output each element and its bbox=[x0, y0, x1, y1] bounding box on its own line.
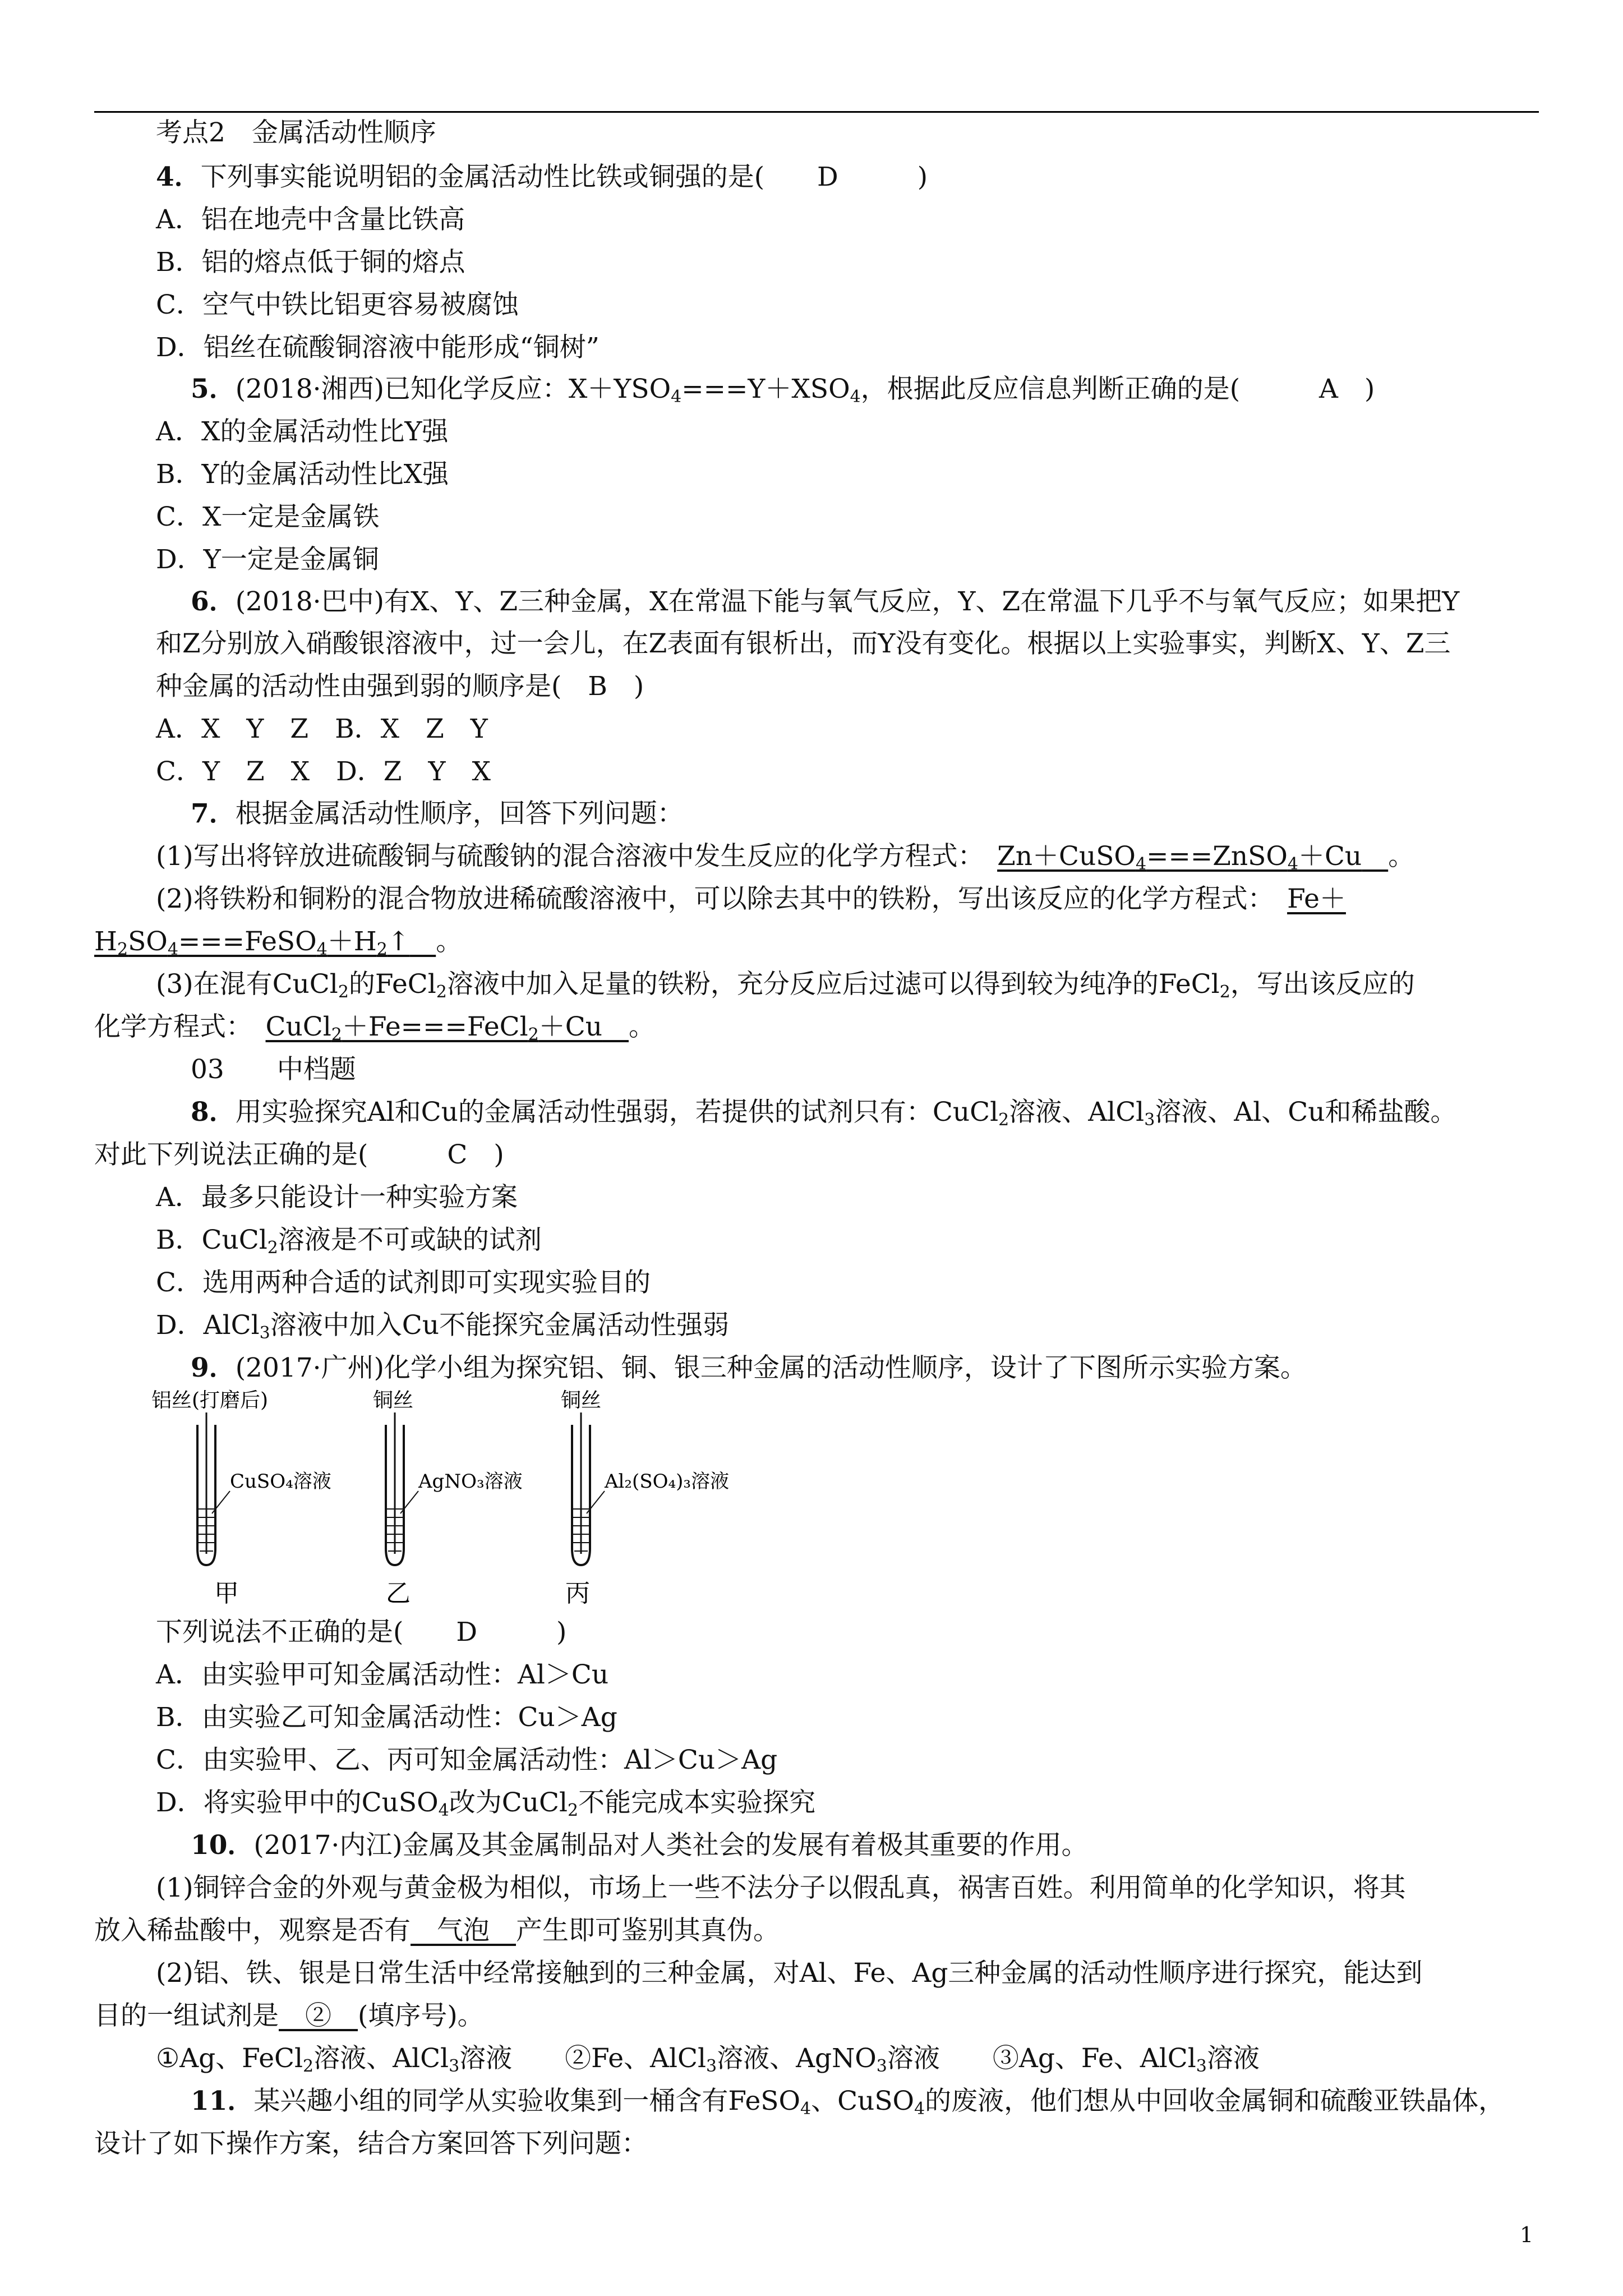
q7-part-1: (1)写出将锌放进硫酸铜与硫酸钠的混合溶液中发生反应的化学方程式： Zn＋CuSO$_4$===ZnSO$_4$＋Cu 。 bbox=[156, 841, 1415, 874]
q10-part-2-answer: ② bbox=[305, 2000, 331, 2031]
q11-line-1: 11．某兴趣小组的同学从实验收集到一桶含有FeSO$_4$、CuSO$_4$的废液，他们想从中回收金属铜和硫酸亚铁晶体， bbox=[191, 2086, 1505, 2119]
q9-figure bbox=[151, 1386, 768, 1604]
q4-stem: 4．下列事实能说明铝的金属活动性比铁或铜强的是( D ) bbox=[156, 162, 928, 192]
q4-option-b: B．铝的熔点低于铜的熔点 bbox=[156, 247, 465, 278]
q8-option-d: D．AlCl$_3$溶液中加入Cu不能探究金属活动性强弱 bbox=[156, 1310, 729, 1343]
q6-line-2: 和Z分别放入硝酸银溶液中，过一会儿，在Z表面有银析出，而Y没有变化。根据以上实验事实，判断X、Y、Z三 bbox=[156, 628, 1451, 659]
q7-part-2-answer-a: Fe＋ bbox=[1287, 884, 1346, 914]
q10-part-1-line-1: (1)铜锌合金的外观与黄金极为相似，市场上一些不法分子以假乱真，祸害百姓。利用简单的化学知识，将其 bbox=[156, 1872, 1406, 1903]
q7-part-1-answer: Zn＋CuSO$_4$===ZnSO$_4$＋Cu bbox=[997, 841, 1362, 874]
tube-jia bbox=[151, 1389, 331, 1604]
q5-option-d: D．Y一定是金属铜 bbox=[156, 544, 379, 575]
q6-answer: B bbox=[588, 671, 607, 702]
q5-answer: A bbox=[1319, 374, 1338, 404]
q5-option-a: A．X的金属活动性比Y强 bbox=[156, 416, 449, 447]
q9-option-a: A．由实验甲可知金属活动性：Al＞Cu bbox=[156, 1659, 609, 1690]
tube-bing-solution-label: Al₂(SO₄)₃溶液 bbox=[605, 1470, 730, 1493]
q4-option-a: A．铝在地壳中含量比铁高 bbox=[156, 204, 465, 235]
q10-part-2-line-1: (2)铝、铁、银是日常生活中经常接触到的三种金属，对Al、Fe、Ag三种金属的活动性顺序进行探究，能达到 bbox=[156, 1958, 1423, 1989]
q5-stem: 5．(2018·湘西)已知化学反应：$X+YSO_4===Y+XSO_4$，根据此反应信息判断正确的是( A ) bbox=[191, 374, 1375, 407]
q6-options-row-1: A．X Y Z B．X Z Y bbox=[156, 714, 488, 744]
q7-part-3: (3)在混有CuCl$_2$的FeCl$_2$溶液中加入足量的铁粉，充分反应后过滤可以得到较为纯净的FeCl$_2$，写出该反应的 bbox=[156, 969, 1415, 1002]
q8-option-c: C．选用两种合适的试剂即可实现实验目的 bbox=[156, 1267, 651, 1298]
tube-jia-solution-label: CuSO₄溶液 bbox=[230, 1470, 331, 1493]
q10-part-1-answer: 气泡 bbox=[437, 1915, 490, 1946]
tube-yi-solution-label: AgNO₃溶液 bbox=[418, 1470, 523, 1493]
q9-option-c: C．由实验甲、乙、丙可知金属活动性：Al＞Cu＞Ag bbox=[156, 1745, 778, 1775]
q5-option-c: C．X一定是金属铁 bbox=[156, 501, 380, 532]
tube-bing-name: 丙 bbox=[565, 1579, 590, 1604]
q6-line-1: 6．(2018·巴中)有X、Y、Z三种金属，X在常温下能与氧气反应，Y、Z在常温下几乎不与氧气反应；如果把Y bbox=[191, 586, 1460, 617]
q8-option-b: B．CuCl$_2$溶液是不可或缺的试剂 bbox=[156, 1225, 542, 1258]
q4-option-d: D．铝丝在硫酸铜溶液中能形成“铜树” bbox=[156, 332, 600, 363]
tube-yi-wire-label: 铜丝 bbox=[373, 1389, 414, 1412]
q10-part-2-line-2: 目的一组试剂是 ② (填序号)。 bbox=[94, 1999, 484, 2033]
q6-line-3: 种金属的活动性由强到弱的顺序是( B ) bbox=[156, 671, 644, 702]
q7-stem: 7．根据金属活动性顺序，回答下列问题： bbox=[191, 798, 684, 829]
page-number: 1 bbox=[1520, 2223, 1534, 2247]
tube-jia-wire-label: 铝丝(打磨后) bbox=[151, 1389, 269, 1412]
tube-bing-wire-label: 铜丝 bbox=[561, 1389, 602, 1412]
q7-part-2: (2)将铁粉和铜粉的混合物放进稀硫酸溶液中，可以除去其中的铁粉，写出该反应的化学方程式： Fe＋ bbox=[156, 882, 1346, 916]
q8-line-1: 8．用实验探究Al和Cu的金属活动性强弱，若提供的试剂只有：CuCl$_2$溶液、AlCl$_3$溶液、Al、Cu和稀盐酸。 bbox=[191, 1097, 1457, 1130]
q7-part-2-answer-b: $H_2SO_4===FeSO_4+H_2↑$ bbox=[94, 926, 410, 959]
q5-option-b: B．Y的金属活动性比X强 bbox=[156, 459, 449, 490]
q9-answer: D bbox=[456, 1617, 478, 1648]
q9-stem: 9．(2017·广州)化学小组为探究铝、铜、银三种金属的活动性顺序，设计了下图所示实验方案。 bbox=[191, 1352, 1307, 1383]
q6-options-row-2: C．Y Z X D．Z Y X bbox=[156, 756, 491, 787]
section-heading: 考点2 金属活动性顺序 bbox=[156, 117, 436, 148]
q7-part-3-answer: CuCl$_2$＋Fe===FeCl$_2$＋Cu bbox=[265, 1011, 603, 1045]
tube-yi bbox=[373, 1389, 523, 1604]
header-rule bbox=[94, 111, 1539, 113]
tube-yi-name: 乙 bbox=[386, 1579, 411, 1604]
q4-answer: D bbox=[817, 162, 838, 192]
q9-option-d: D．将实验甲中的CuSO$_4$改为CuCl$_2$不能完成本实验探究 bbox=[156, 1787, 816, 1820]
tube-jia-name: 甲 bbox=[214, 1579, 239, 1604]
q8-option-a: A．最多只能设计一种实验方案 bbox=[156, 1182, 518, 1213]
q9-question: 下列说法不正确的是( D ) bbox=[156, 1617, 567, 1648]
tube-bing bbox=[561, 1389, 729, 1604]
q10-part-1-line-2: 放入稀盐酸中，观察是否有 气泡 产生即可鉴别其真伪。 bbox=[94, 1914, 780, 1948]
q4-option-c: C．空气中铁比铝更容易被腐蚀 bbox=[156, 289, 519, 320]
level-heading: 03 中档题 bbox=[191, 1054, 356, 1085]
q7-part-3-cont: 化学方程式： CuCl$_2$＋Fe===FeCl$_2$＋Cu 。 bbox=[94, 1011, 656, 1045]
q7-part-2-cont: $H_2SO_4===FeSO_4+H_2↑$ 。 bbox=[94, 926, 463, 959]
q8-line-2: 对此下列说法正确的是( C ) bbox=[94, 1139, 504, 1170]
q8-answer: C bbox=[447, 1139, 468, 1170]
q10-choices: ①Ag、FeCl$_2$溶液、AlCl$_3$溶液 ②Fe、AlCl$_3$溶液、AgNO$_3$溶液 ③Ag、Fe、AlCl$_3$溶液 bbox=[156, 2043, 1260, 2076]
q10-stem: 10．(2017·内江)金属及其金属制品对人类社会的发展有着极其重要的作用。 bbox=[191, 1830, 1088, 1861]
q9-option-b: B．由实验乙可知金属活动性：Cu＞Ag bbox=[156, 1702, 617, 1733]
q11-line-2: 设计了如下操作方案，结合方案回答下列问题： bbox=[94, 2128, 648, 2159]
